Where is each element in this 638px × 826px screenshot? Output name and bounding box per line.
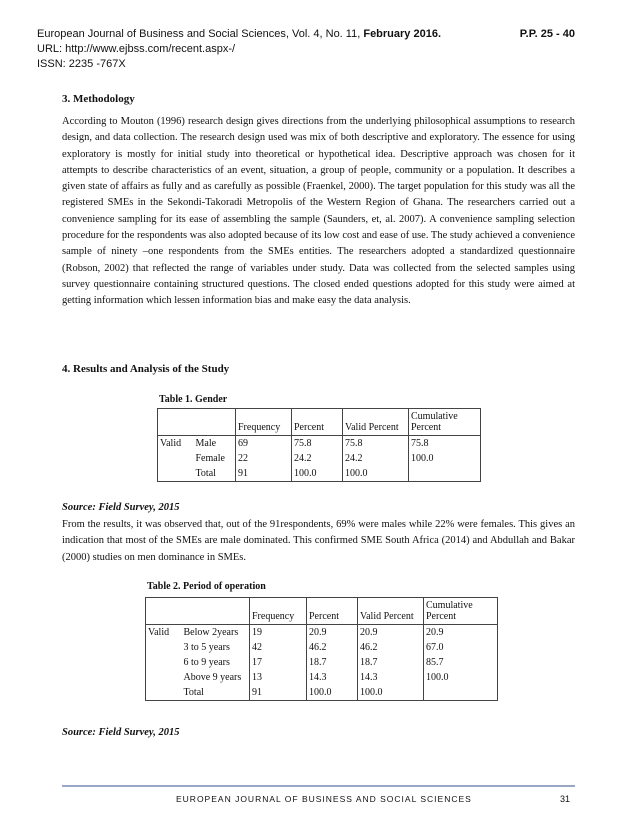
cell-cumulative xyxy=(409,466,481,482)
table-row xyxy=(146,670,498,685)
section-heading-methodology: 3. Methodology xyxy=(62,93,135,105)
cell-frequency: 91 xyxy=(236,466,292,482)
cell-valid-percent: 75.8 xyxy=(343,436,409,452)
cell-cumulative: 100.0 xyxy=(409,451,481,466)
cell-valid-percent: 100.0 xyxy=(343,466,409,482)
journal-name: European Journal of Business and Social Sciences, Vol. 4, No. 11, xyxy=(37,28,361,40)
table1-col-cumulative-line2: Percent xyxy=(411,422,441,433)
cell-valid-percent: 24.2 xyxy=(343,451,409,466)
table-row xyxy=(146,640,498,655)
table-row xyxy=(146,625,498,641)
cell-cumulative: 75.8 xyxy=(409,436,481,452)
cell-percent: 14.3 xyxy=(307,670,358,685)
table2-caption: Table 2. Period of operation xyxy=(147,581,266,592)
cell-percent: 46.2 xyxy=(307,640,358,655)
table-row xyxy=(158,451,481,466)
table1-col-cumulative-line1: Cumulative xyxy=(411,411,458,422)
table2-col-valid-percent: Valid Percent xyxy=(358,598,424,625)
cell-valid-percent: 14.3 xyxy=(358,670,424,685)
table2-col-cumulative xyxy=(424,598,498,625)
cell-cumulative: 100.0 xyxy=(424,670,498,685)
table2-source: Source: Field Survey, 2015 xyxy=(62,727,180,738)
journal-issue: February 2016. xyxy=(363,28,441,40)
cell-percent: 24.2 xyxy=(292,451,343,466)
table2-valid-label: Valid xyxy=(146,625,182,641)
cell-cumulative xyxy=(424,685,498,701)
cell-frequency: 19 xyxy=(250,625,307,641)
cell-frequency: 22 xyxy=(236,451,292,466)
row-label: Total xyxy=(182,685,250,701)
table-row xyxy=(146,685,498,701)
table2-col-percent: Percent xyxy=(307,598,358,625)
table2-col-frequency: Frequency xyxy=(250,598,307,625)
cell-valid-percent: 20.9 xyxy=(358,625,424,641)
row-label: Male xyxy=(195,438,217,449)
table-row xyxy=(158,466,481,482)
page-number: 31 xyxy=(559,794,570,804)
methodology-paragraph: According to Mouton (1996) research design gives directions from the underlying philosophical assumptions to research design, and data collection. The research design used was mix of both descriptive and exploratory. The essence for using exploratory is mostly for initial study into theoretical or hypothetical idea. Descriptive approach was chosen for it attempts to describe characteristics of an event, situation, a group of people, community or a population. It describes a given state of affairs as fully and as carefully as possible (Fraenkel, 2000). The target population for this study was all the registered SMEs in the Sekondi-Takoradi Metropolis of the Western Region of Ghana. The researchers carried out a convenience sampling for its ease of assembling the sample (Saunders, et, al. 2007). A convenience sampling selection procedure for the respondents was also adopted because of its low cost and ease of use. The study achieved a convenience sample of ninety –one respondents from the SMEs entities. The researchers adopted a standardized questionnaire (Robson, 2002) that reflected the range of variables under study. Data was collected from the selected samples using survey questionnaire containing structured questions. The closed ended questions adopted for this study were aimed at getting information which lessen information bias and make easy the data analysis. xyxy=(62,116,575,307)
cell-percent: 18.7 xyxy=(307,655,358,670)
table1-source: Source: Field Survey, 2015 xyxy=(62,502,180,513)
journal-issn: ISSN: 2235 -767X xyxy=(37,58,126,70)
row-label: Above 9 years xyxy=(183,672,242,683)
table1-col-frequency: Frequency xyxy=(236,409,292,436)
cell-valid-percent: 18.7 xyxy=(358,655,424,670)
table1-header-row xyxy=(158,409,481,436)
results-paragraph: From the results, it was observed that, out of the 91respondents, 69% were males while 22% were females. This gives an indication that most of the SMEs are male dominated. This confirmed SME South Africa (2014) and Abdullah and Bakar (2000) studies on men dominance in SMEs. xyxy=(62,519,575,563)
table2-header-row xyxy=(146,598,498,625)
footer-journal-title: EUROPEAN JOURNAL OF BUSINESS AND SOCIAL SCIENCES xyxy=(176,794,472,804)
row-label: Total xyxy=(194,466,236,482)
cell-cumulative: 67.0 xyxy=(424,640,498,655)
cell-frequency: 13 xyxy=(250,670,307,685)
table1-col-percent: Percent xyxy=(292,409,343,436)
table2-period-of-operation xyxy=(145,597,498,701)
row-label: Female xyxy=(195,453,225,464)
cell-cumulative: 85.7 xyxy=(424,655,498,670)
row-label: 6 to 9 years xyxy=(183,657,230,668)
table2-col-cumulative-line1: Cumulative xyxy=(426,600,473,611)
table1-col-valid-percent: Valid Percent xyxy=(343,409,409,436)
table1-gender xyxy=(157,408,481,482)
section-heading-results: 4. Results and Analysis of the Study xyxy=(62,363,230,375)
table1-col-cumulative xyxy=(409,409,481,436)
cell-percent: 100.0 xyxy=(307,685,358,701)
cell-percent: 20.9 xyxy=(307,625,358,641)
table2-col-cumulative-line2: Percent xyxy=(426,611,456,622)
table1-caption: Table 1. Gender xyxy=(159,394,228,405)
cell-cumulative: 20.9 xyxy=(424,625,498,641)
journal-citation xyxy=(37,27,441,42)
row-label: Below 2years xyxy=(183,627,239,638)
cell-frequency: 17 xyxy=(250,655,307,670)
cell-frequency: 91 xyxy=(250,685,307,701)
cell-frequency: 69 xyxy=(236,436,292,452)
cell-frequency: 42 xyxy=(250,640,307,655)
cell-valid-percent: 100.0 xyxy=(358,685,424,701)
table1-valid-label: Valid xyxy=(158,436,194,452)
table-row xyxy=(146,655,498,670)
cell-percent: 100.0 xyxy=(292,466,343,482)
journal-url[interactable]: URL: http://www.ejbss.com/recent.aspx-/ xyxy=(37,43,236,55)
cell-percent: 75.8 xyxy=(292,436,343,452)
table-row xyxy=(158,436,481,452)
page-range: P.P. 25 - 40 xyxy=(519,28,575,40)
footer-divider xyxy=(62,785,575,787)
cell-valid-percent: 46.2 xyxy=(358,640,424,655)
page-header xyxy=(37,27,597,72)
row-label: 3 to 5 years xyxy=(183,642,230,653)
